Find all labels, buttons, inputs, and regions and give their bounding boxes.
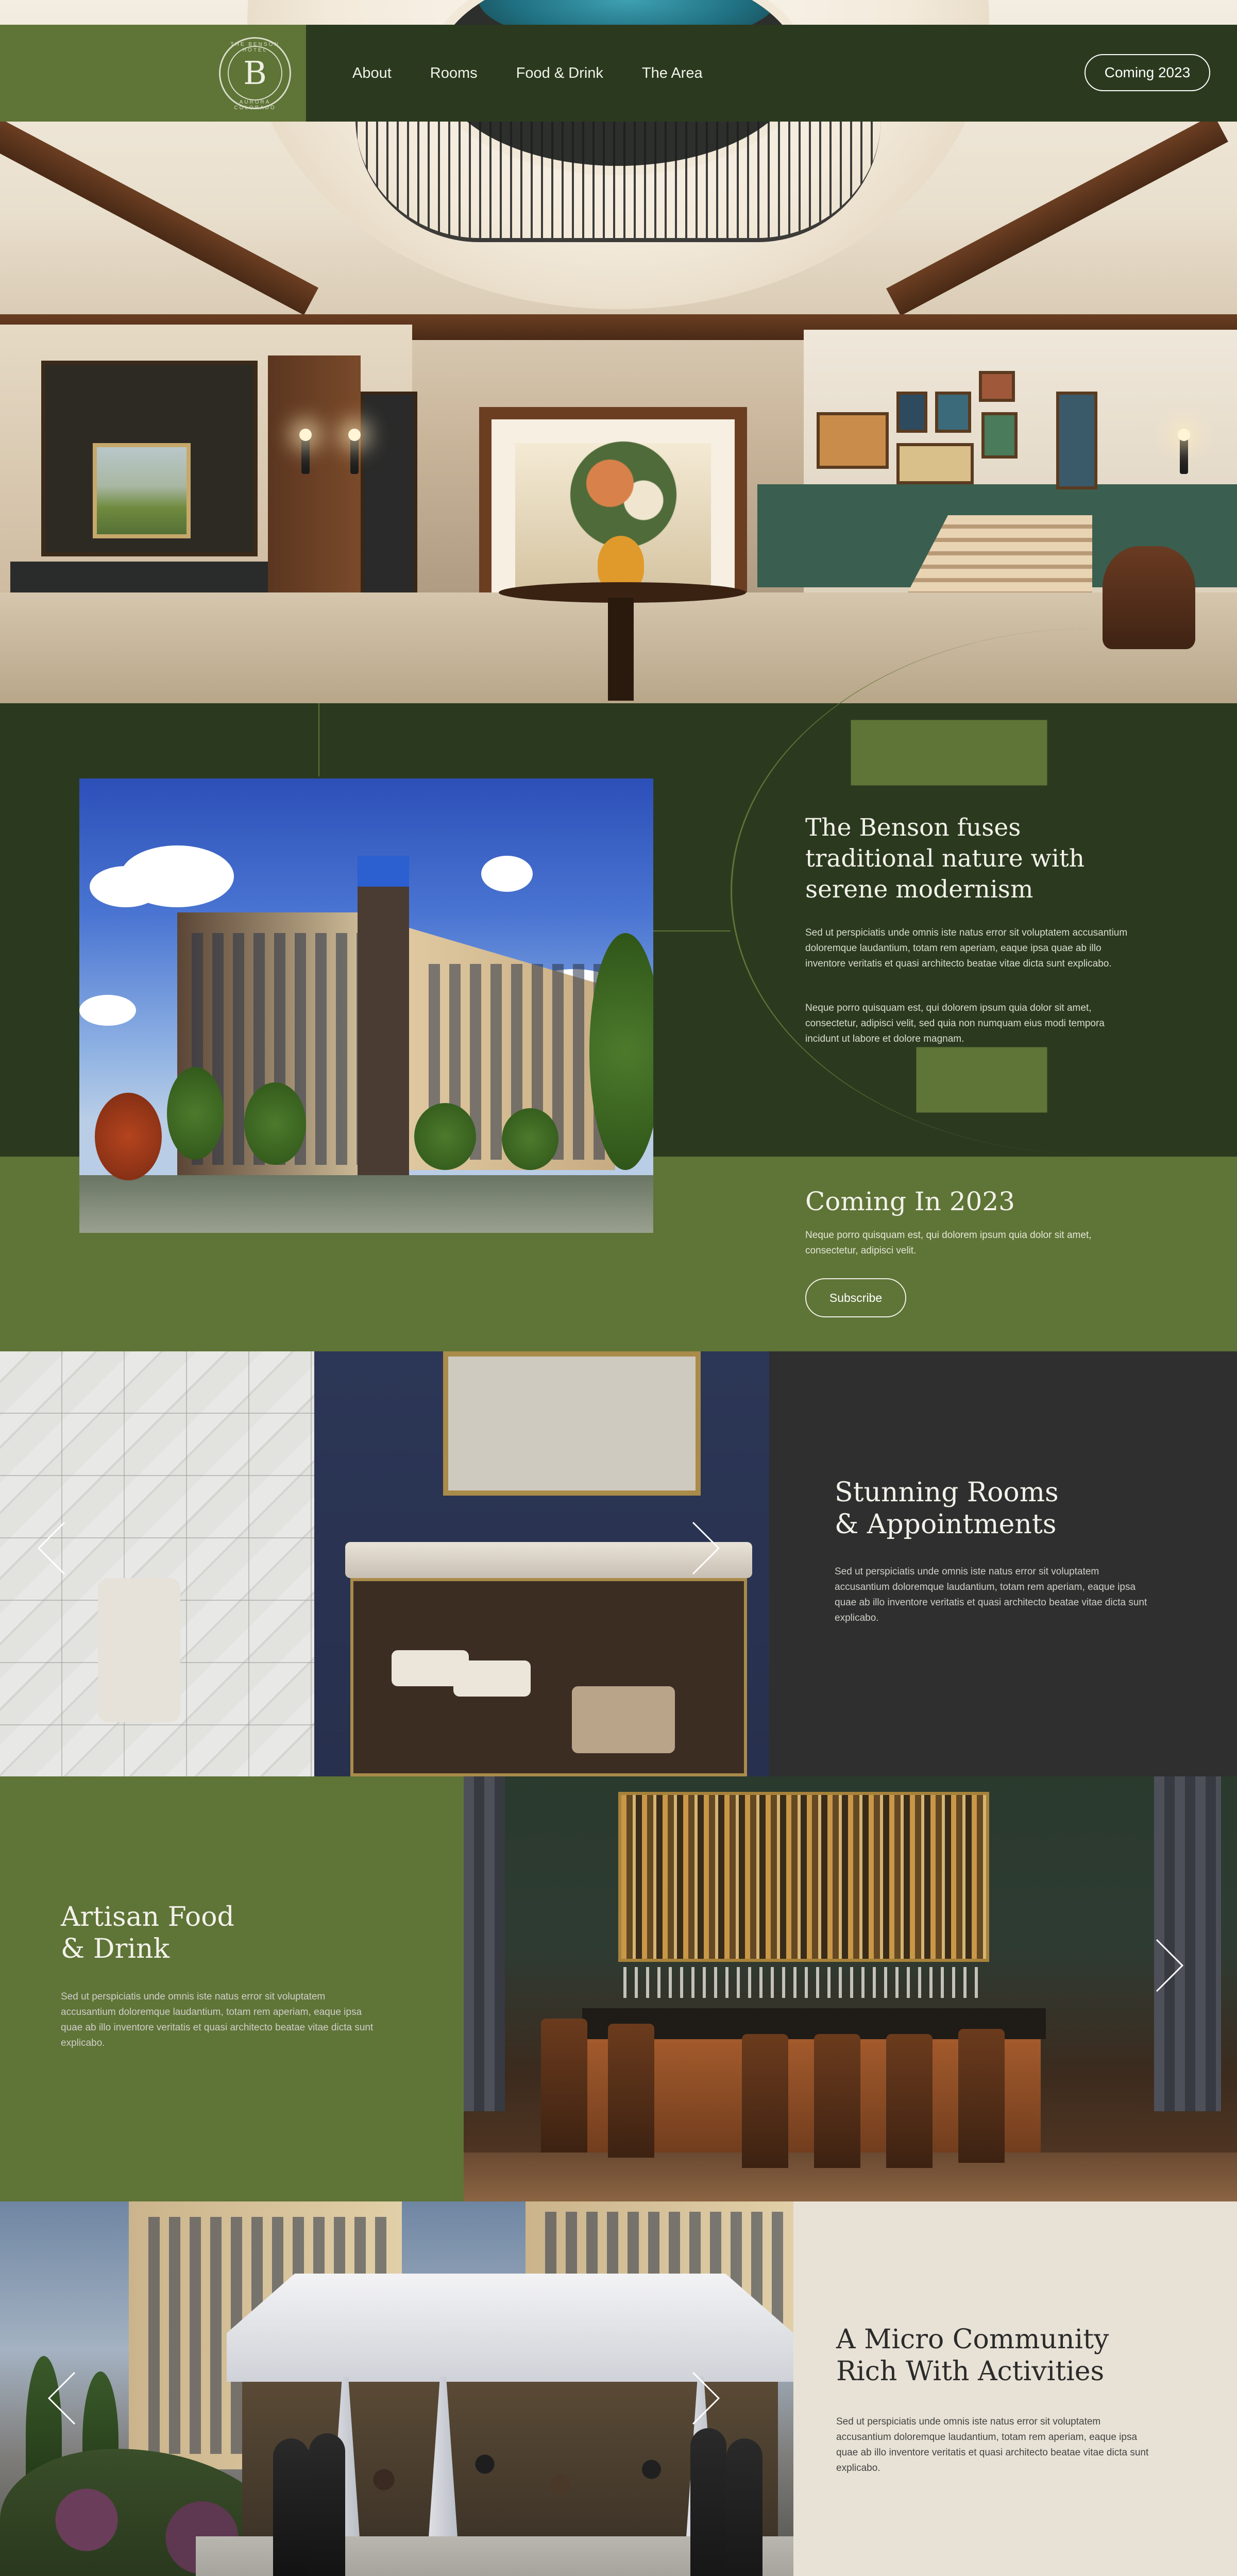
community-heading bbox=[836, 2324, 1109, 2387]
bar-stool bbox=[886, 2034, 933, 2168]
wall-art bbox=[896, 392, 927, 433]
table-pedestal bbox=[608, 598, 634, 701]
guest bbox=[273, 2438, 309, 2576]
chevron-right-icon[interactable] bbox=[1154, 1937, 1185, 1994]
logo-letter: B bbox=[243, 54, 267, 92]
hotel-exterior-image bbox=[79, 778, 653, 1233]
balcony-railing bbox=[355, 118, 881, 242]
food-heading bbox=[61, 1901, 234, 1965]
intro-paragraph: Neque porro quisquam est, qui dolorem ipsum quia dolor sit amet, consectetur, adipisci velit, sed quia non numquam eius modi tempora incidunt ut labore et dolore magnam. bbox=[805, 1003, 1105, 1044]
coming-paragraph: Neque porro quisquam est, qui dolorem ipsum quia dolor sit amet, consectetur, adipisci velit. bbox=[805, 1230, 1092, 1256]
community-paragraph: Sed ut perspiciatis unde omnis iste natus error sit voluptatem accusantium doloremque laudantium, totam rem aperiam, eaque ipsa quae ab illo inventore veritatis et quasi architecto beatae vitae dicta sunt explicabo. bbox=[836, 2416, 1149, 2473]
coming-heading: Coming In 2023 bbox=[805, 1187, 1015, 1216]
community-heading-line: A Micro Community bbox=[836, 2324, 1109, 2355]
rooms-heading-line: & Appointments bbox=[835, 1509, 1057, 1540]
logo-ring-text: THE BENSON HOTEL bbox=[230, 42, 280, 53]
event-tent bbox=[227, 2274, 793, 2382]
sconce-icon bbox=[1180, 438, 1188, 474]
chevron-left-icon[interactable] bbox=[46, 2370, 77, 2427]
community-text-panel bbox=[793, 2201, 1237, 2576]
community-heading-line: Rich With Activities bbox=[836, 2356, 1105, 2387]
landscape-painting bbox=[93, 443, 191, 538]
bar-stool bbox=[541, 2019, 587, 2153]
logo-ring-text: AURORA COLORADO bbox=[234, 99, 276, 111]
decorative-line bbox=[318, 703, 319, 776]
building-tower bbox=[358, 856, 409, 1185]
cloud bbox=[79, 995, 136, 1026]
food-heading-line: Artisan Food bbox=[61, 1902, 234, 1933]
community-event-image bbox=[0, 2201, 793, 2576]
rooms-heading bbox=[835, 1477, 1059, 1540]
rooms-paragraph: Sed ut perspiciatis unde omnis iste natus error sit voluptatem accusantium doloremque laudantium, totam rem aperiam, eaque ipsa quae ab illo inventore veritatis et quasi architecto beatae vitae dicta sunt explicabo. bbox=[835, 1566, 1147, 1623]
street bbox=[79, 1175, 653, 1233]
logo[interactable] bbox=[219, 37, 291, 109]
flower-arrangement bbox=[556, 438, 690, 551]
bar-stool bbox=[814, 2034, 860, 2168]
hanging-glasses bbox=[623, 1967, 984, 1998]
wall-art bbox=[817, 412, 889, 469]
sconce-icon bbox=[350, 438, 359, 474]
tree bbox=[95, 1093, 162, 1180]
wall-art bbox=[935, 392, 971, 433]
bar-stool bbox=[608, 2024, 654, 2158]
rooms-slider-image bbox=[0, 1351, 769, 1776]
sconce-icon bbox=[301, 438, 310, 474]
food-paragraph: Sed ut perspiciatis unde omnis iste natus error sit voluptatem accusantium doloremque laudantium, totam rem aperiam, eaque ipsa quae ab illo inventore veritatis et quasi architecto beatae vitae dicta sunt explicabo. bbox=[61, 1991, 374, 2048]
chevron-right-icon[interactable] bbox=[690, 2370, 721, 2427]
nav-the-area[interactable]: The Area bbox=[641, 65, 703, 81]
guest bbox=[690, 2428, 726, 2576]
coming-2023-button[interactable]: Coming 2023 bbox=[1085, 54, 1210, 91]
bar-image bbox=[464, 1776, 1237, 2201]
nav-food-drink[interactable]: Food & Drink bbox=[516, 65, 603, 81]
intro-heading: The Benson fuses traditional nature with serene modernism bbox=[805, 814, 1085, 904]
bar-stool bbox=[958, 2029, 1005, 2163]
rooms-heading-line: Stunning Rooms bbox=[835, 1477, 1059, 1508]
towel bbox=[98, 1578, 180, 1722]
chevron-left-icon[interactable] bbox=[36, 1520, 67, 1577]
tree bbox=[502, 1108, 558, 1170]
decorative-line bbox=[653, 930, 731, 931]
ceiling-beam bbox=[0, 118, 318, 315]
liquor-shelf bbox=[618, 1792, 989, 1962]
basket bbox=[572, 1686, 675, 1753]
intro-paragraph: Sed ut perspiciatis unde omnis iste natus error sit voluptatem accusantium doloremque laudantium, totam rem aperiam, eaque ipsa quae ab illo inventore veritatis et quasi architecto beatae vitae dicta sunt explicabo. bbox=[805, 927, 1128, 969]
tree bbox=[244, 1082, 306, 1165]
subscribe-button[interactable]: Subscribe bbox=[805, 1278, 906, 1317]
nav-rooms[interactable]: Rooms bbox=[430, 65, 478, 81]
food-heading-line: & Drink bbox=[61, 1934, 170, 1964]
mirror bbox=[443, 1351, 701, 1496]
cloud bbox=[90, 866, 162, 907]
wall-art bbox=[979, 371, 1015, 402]
towel-stack bbox=[453, 1660, 531, 1697]
wall-art bbox=[896, 443, 974, 484]
guest bbox=[726, 2438, 762, 2576]
tree bbox=[414, 1103, 476, 1170]
guest bbox=[309, 2433, 345, 2576]
wall-art bbox=[1056, 392, 1097, 489]
cloud bbox=[481, 856, 533, 892]
chevron-right-icon[interactable] bbox=[690, 1520, 721, 1577]
wall-art bbox=[981, 412, 1018, 459]
main-nav bbox=[352, 65, 703, 82]
tree bbox=[167, 1067, 224, 1160]
nav-about[interactable]: About bbox=[352, 65, 392, 81]
bar-stool bbox=[742, 2034, 788, 2168]
curtain bbox=[464, 1776, 505, 2111]
